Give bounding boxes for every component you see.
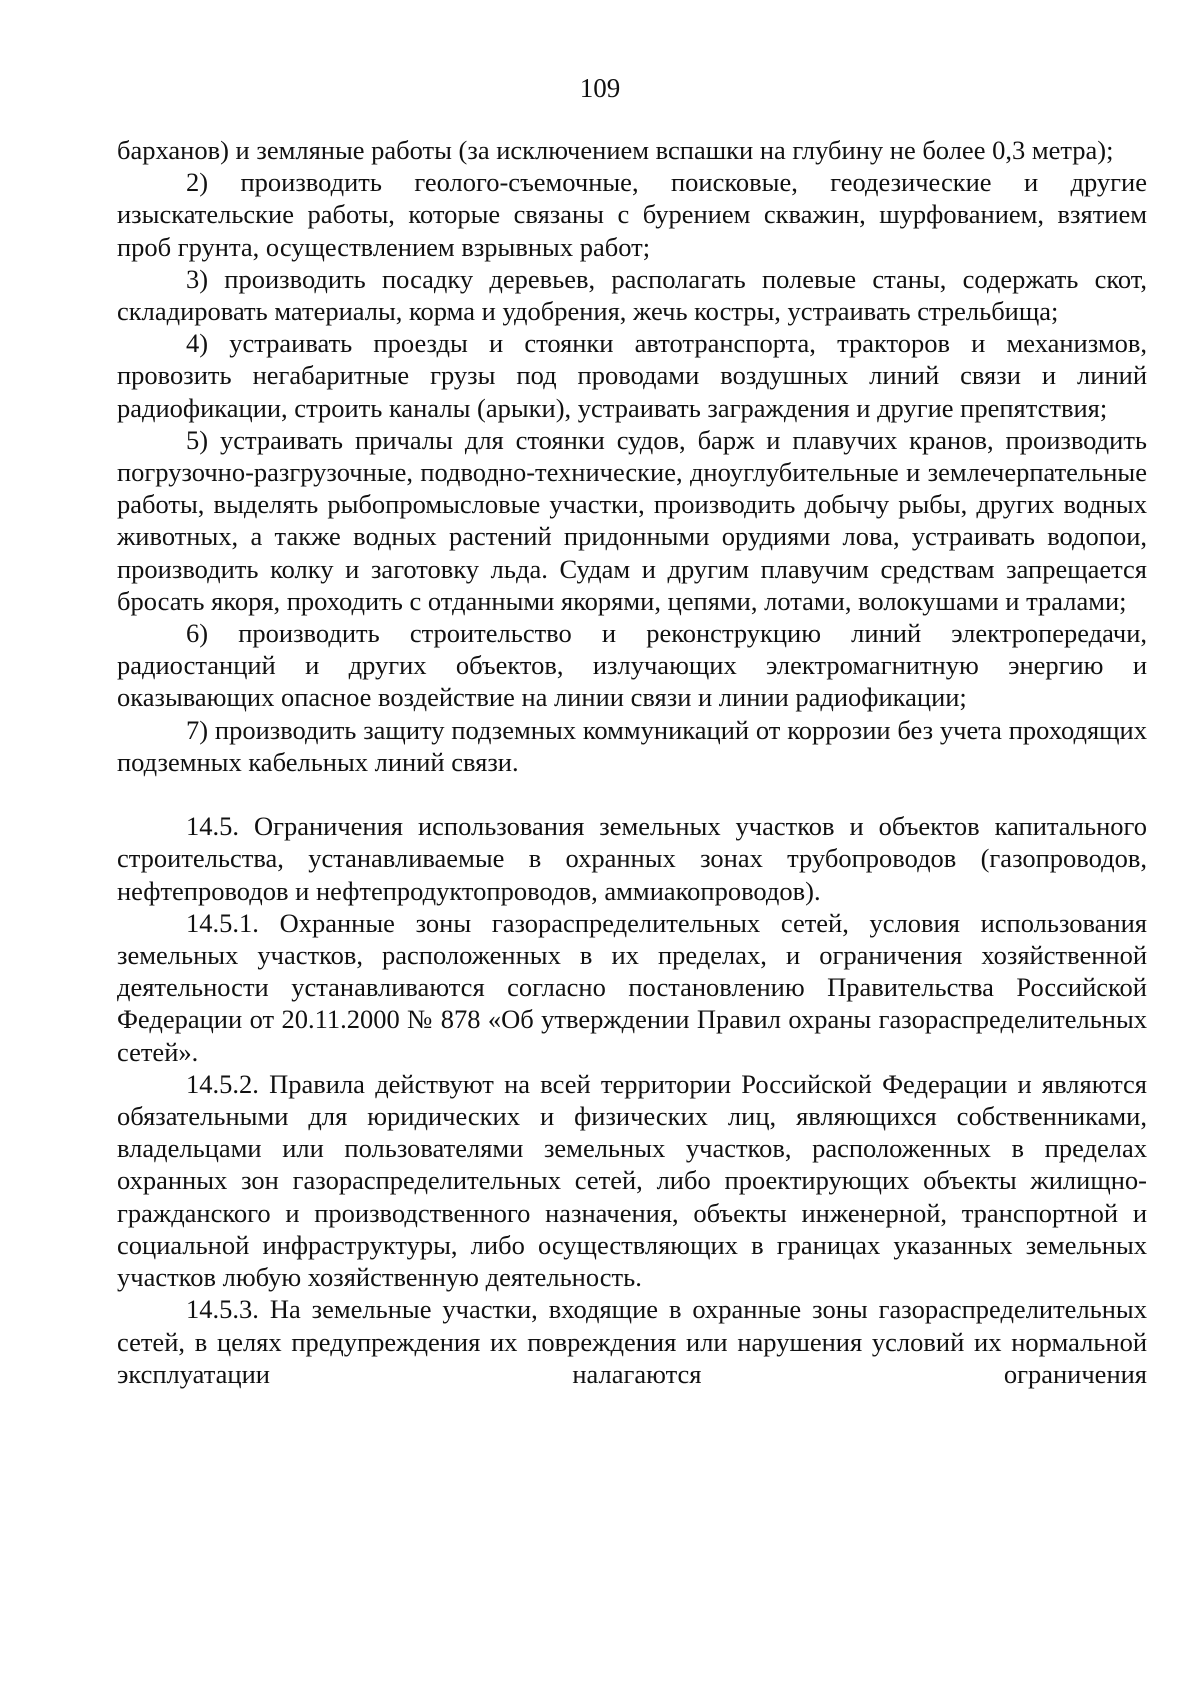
section-14-5-1: 14.5.1. Охранные зоны газораспределительных сетей, условия использования земельных участков, расположенных в их пределах, и ограничения хозяйственной деятельности устанавливаются согласно постановлению Правительства Российской Федерации от 20.11.2000 № 878 «Об утверждении Правил охраны газораспределительных сетей».: [117, 907, 1147, 1067]
page-number: 109: [579, 73, 621, 103]
section-14-5-2: 14.5.2. Правила действуют на всей территории Российской Федерации и являются обязательными для юридических и физических лиц, являющихся собственниками, владельцами или пользователями земельных участков, расположенных в пределах охранных зон газораспределительных сетей, либо проектирующих объекты жилищно-гражданского и производственного назначения, объекты инженерной, транспортной и социальной инфраструктуры, либо осуществляющих в границах указанных земельных участков любую хозяйственную деятельность.: [117, 1068, 1147, 1293]
section-14-5: 14.5. Ограничения использования земельных участков и объектов капитального строительства, устанавливаемые в охранных зонах трубопроводов (газопроводов, нефтепроводов и нефтепродуктопроводов, аммиакопроводов).: [117, 811, 1147, 906]
body-text: [117, 134, 1147, 1390]
list-item-2: 2) производить геолого-съемочные, поисковые, геодезические и другие изыскательские работы, которые связаны с бурением скважин, шурфованием, взятием проб грунта, осуществлением взрывных работ;: [117, 167, 1147, 262]
section-14-5-3: 14.5.3. На земельные участки, входящие в охранные зоны газораспределительных сетей, в целях предупреждения их повреждения или нарушения условий их нормальной эксплуатации налагаются ограничения: [117, 1294, 1147, 1389]
list-item-7: 7) производить защиту подземных коммуникаций от коррозии без учета проходящих подземных кабельных линий связи.: [117, 714, 1147, 777]
paragraph-continuation: барханов) и земляные работы (за исключением вспашки на глубину не более 0,3 метра);: [117, 135, 1114, 165]
list-item-5: 5) устраивать причалы для стоянки судов, барж и плавучих кранов, производить погрузочно-разгрузочные, подводно-технические, дноуглубительные и землечерпательные работы, выделять рыбопромысловые участки, производить добычу рыбы, других водных животных, а также водных растений придонными орудиями лова, устраивать водопои, производить колку и заготовку льда. Судам и другим плавучим средствам запрещается бросать якоря, проходить с отданными якорями, цепями, лотами, волокушами и тралами;: [117, 424, 1147, 616]
list-item-3: 3) производить посадку деревьев, располагать полевые станы, содержать скот, складировать материалы, корма и удобрения, жечь костры, устраивать стрельбища;: [117, 263, 1147, 327]
list-item-6: 6) производить строительство и реконструкцию линий электропередачи, радиостанций и других объектов, излучающих электромагнитную энергию и оказывающих опасное воздействие на линии связи и линии радиофикации;: [117, 618, 1147, 713]
list-item-4: 4) устраивать проезды и стоянки автотранспорта, тракторов и механизмов, провозить негабаритные грузы под проводами воздушных линий связи и линий радиофикации, строить каналы (арыки), устраивать заграждения и другие препятствия;: [117, 328, 1147, 423]
paragraph-gap: [117, 778, 1147, 810]
